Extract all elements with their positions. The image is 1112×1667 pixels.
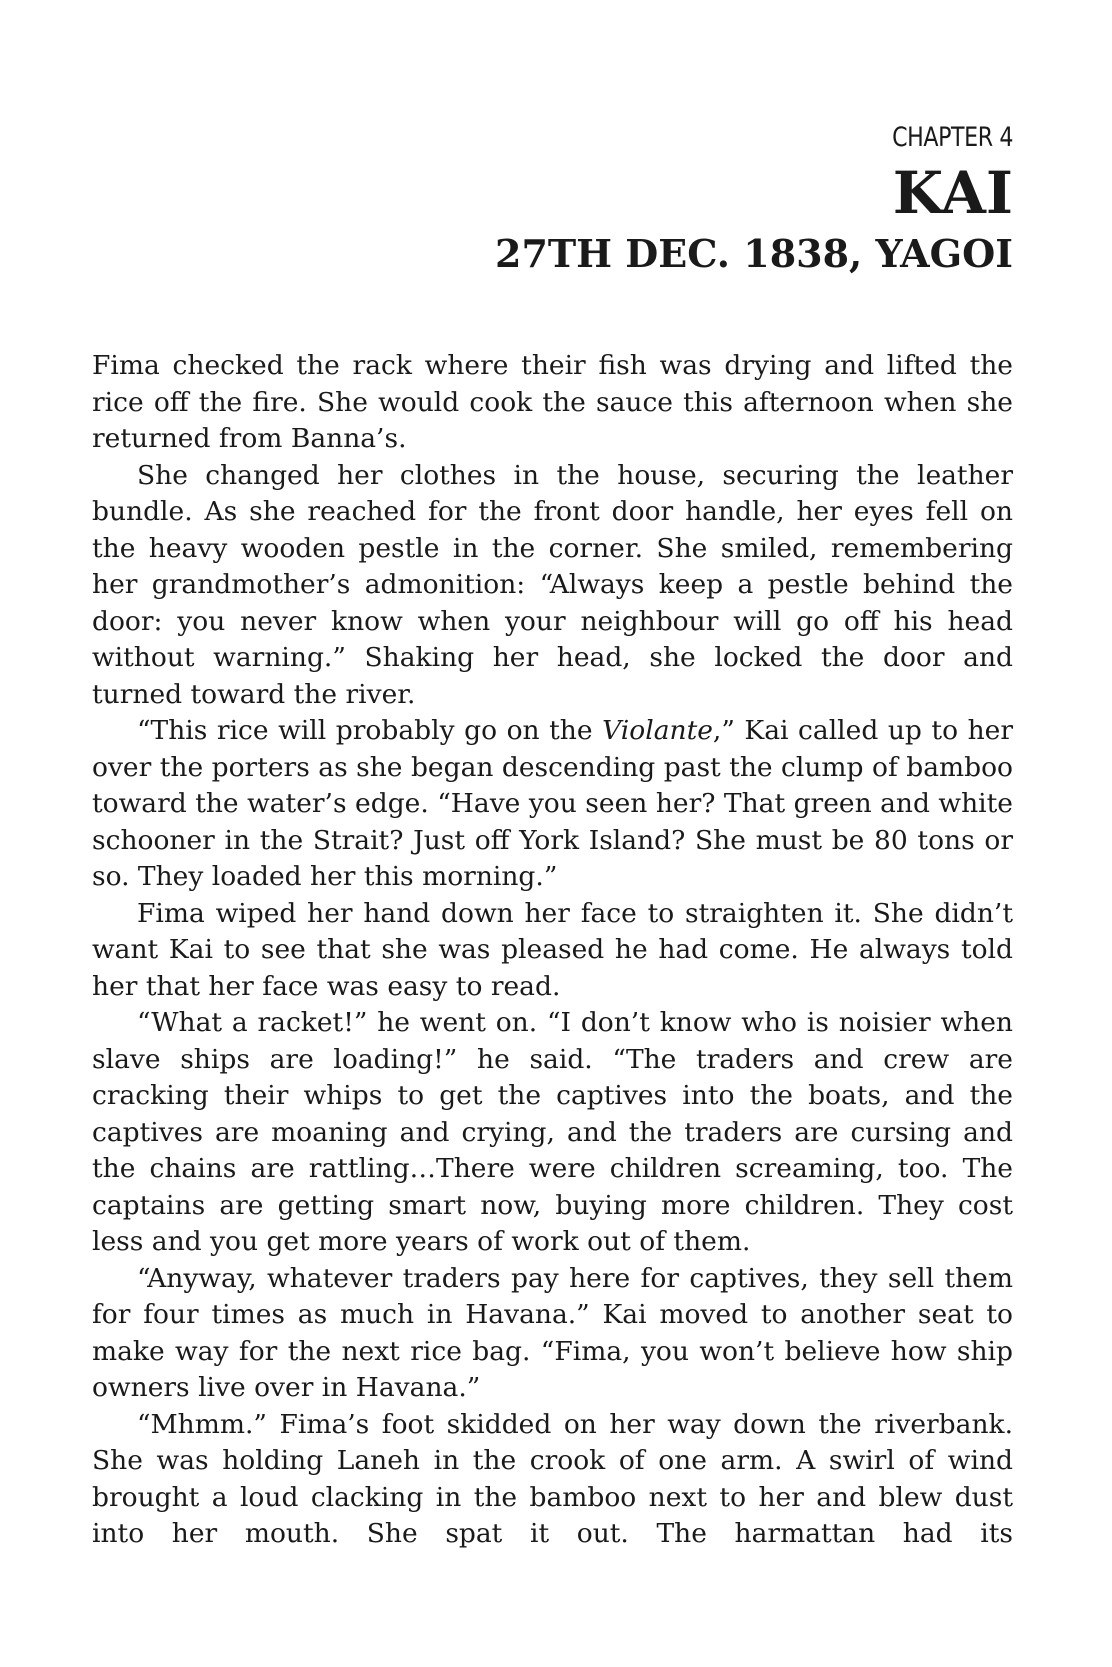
chapter-body [92, 348, 1013, 1553]
chapter-number: CHAPTER 4 [892, 122, 1013, 153]
chapter-title: KAI [892, 159, 1013, 227]
chapter-heading [92, 118, 1013, 278]
paragraph: She changed her clothes in the house, securing the leather bundle. As she reached for the front door handle, her eyes fell on the heavy wooden pestle in the corner. She smiled, remembering her grandmother’s admonition: “Always keep a pestle behind the door: you never know when your neighbour will go off his head without warning.” Shaking her head, she locked the door and turned toward the river. [92, 459, 1013, 710]
paragraph [92, 713, 1013, 896]
book-page [92, 0, 1013, 1553]
paragraph-text: “This rice will probably go on the [137, 715, 603, 746]
paragraph-text: ,” Kai called up to her over the porters as she began descending past the clump of bamboo toward the water’s edge. “Have you seen her? That green and white schooner in the Strait? Just off York Island? She must be 80 tons or so. They loaded her this morning.” [92, 715, 1014, 892]
paragraph: “Mhmm.” Fima’s foot skidded on her way down the riverbank. She was holding Laneh in the crook of one arm. A swirl of wind brought a loud clacking in the bamboo next to her and blew dust into her mouth. She spat it out. The harmattan had its [92, 1408, 1013, 1549]
paragraph: “Anyway, whatever traders pay here for captives, they sell them for four times as much in Havana.” Kai moved to another seat to make way for the next rice bag. “Fima, you won’t believe how ship owners live over in Havana.” [92, 1262, 1013, 1403]
paragraph: “What a racket!” he went on. “I don’t know who is noisier when slave ships are loading!” he said. “The traders and crew are cracking their whips to get the captives into the boats, and the captives are moaning and crying, and the traders are cursing and the chains are rattling…There were children screaming, too. The captains are getting smart now, buying more children. They cost less and you get more years of work out of them. [92, 1007, 1013, 1257]
chapter-dateline: 27TH DEC. 1838, YAGOI [495, 231, 1013, 276]
paragraph: Fima wiped her hand down her face to straighten it. She didn’t want Kai to see that she was pleased he had come. He always told her that her face was easy to read. [92, 897, 1013, 1002]
ship-name: Violante [602, 715, 713, 746]
paragraph: Fima checked the rack where their fish was drying and lifted the rice off the fire. She would cook the sauce this afternoon when she returned from Banna’s. [92, 350, 1013, 454]
